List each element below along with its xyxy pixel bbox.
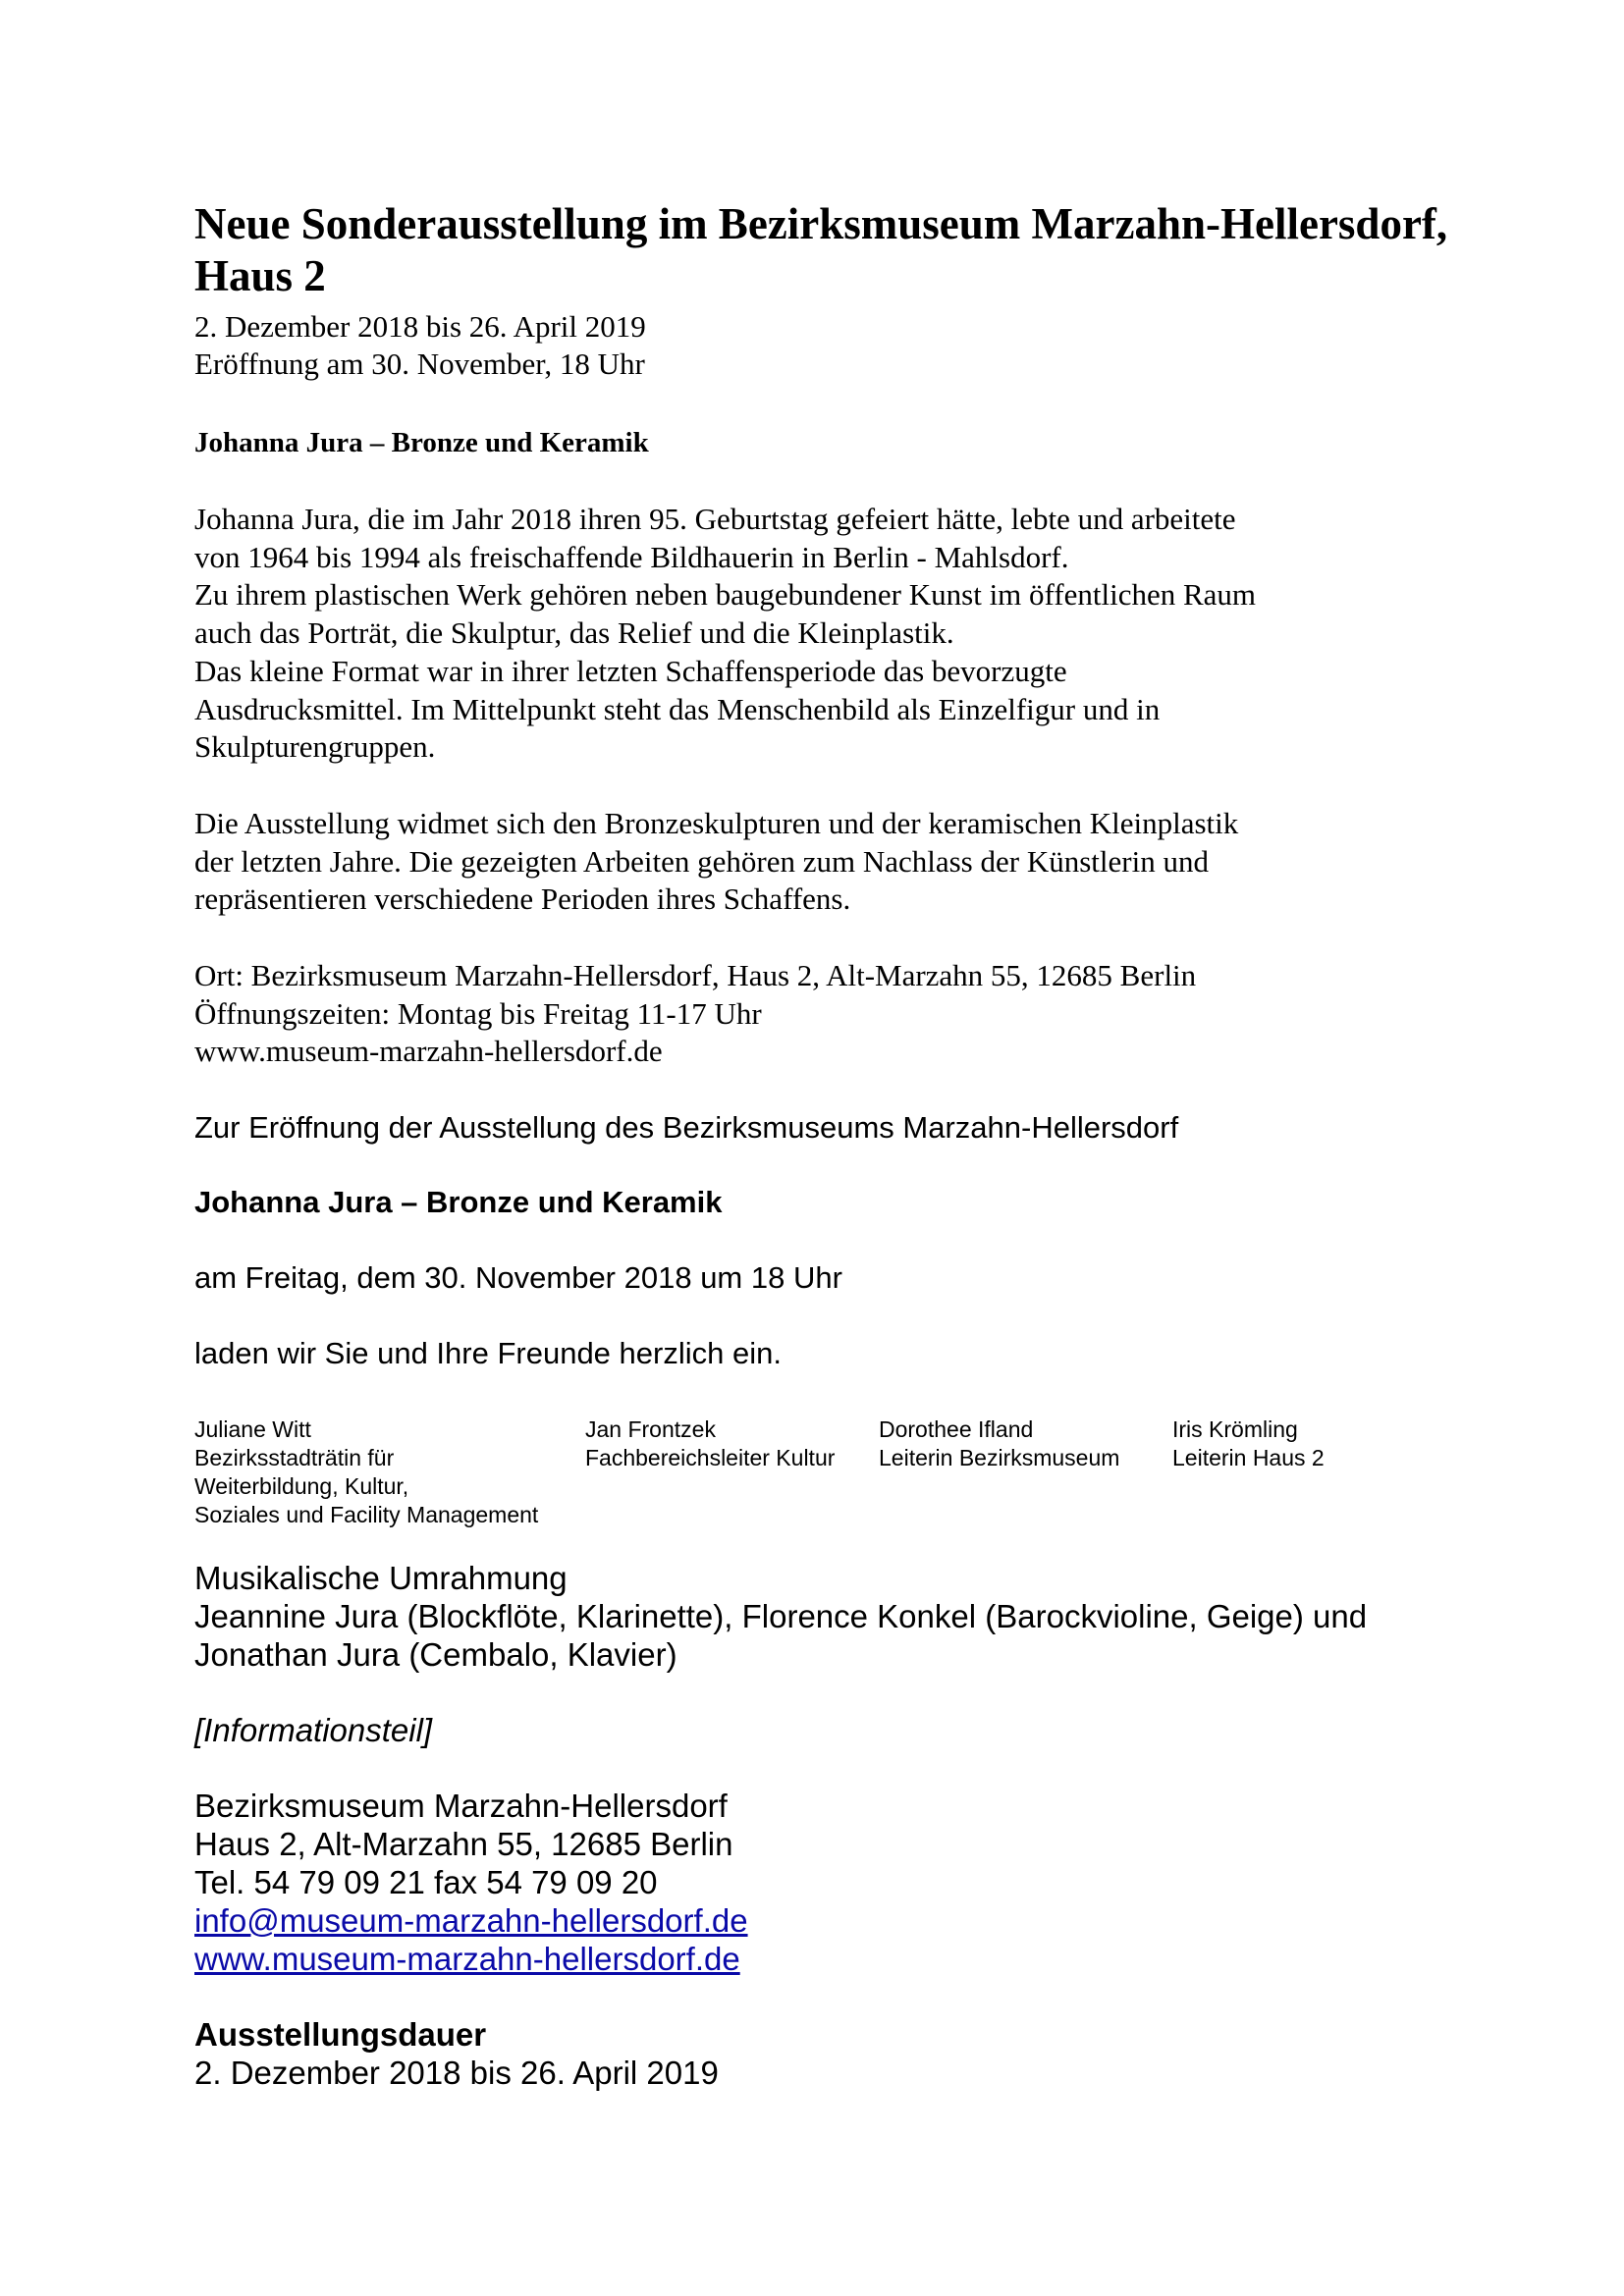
page-title: Neue Sonderausstellung im Bezirksmuseum Marzahn-Hellersdorf, Haus 2 (194, 199, 1448, 300)
signatory-role: Bezirksstadträtin für (194, 1445, 395, 1470)
signatory-witt (194, 1415, 538, 1529)
signatory-frontzek (585, 1415, 835, 1472)
signatory-name: Jan Frontzek (585, 1416, 716, 1442)
contact-block (194, 1787, 748, 1978)
invitation-closing: laden wir Sie und Ihre Freunde herzlich ein. (194, 1336, 782, 1370)
paragraph-line: auch das Porträt, die Skulptur, das Relief und die Kleinplastik. (194, 615, 954, 651)
duration-label: Ausstellungsdauer (194, 2016, 487, 2053)
music-heading: Musikalische Umrahmung (194, 1560, 568, 1596)
paragraph-line: Skulpturengruppen. (194, 729, 436, 765)
duration-value: 2. Dezember 2018 bis 26. April 2019 (194, 2055, 719, 2091)
music-section (194, 1559, 1367, 1674)
paragraph-line: der letzten Jahre. Die gezeigten Arbeiten gehören zum Nachlass der Künstlerin und (194, 843, 1209, 879)
paragraph-line: repräsentieren verschiedene Perioden ihres Schaffens. (194, 881, 851, 917)
exhibition-title: Johanna Jura – Bronze und Keramik (194, 427, 649, 458)
website-link[interactable]: www.museum-marzahn-hellersdorf.de (194, 1941, 740, 1977)
paragraph-exhibition (194, 805, 1471, 919)
exhibition-dates: 2. Dezember 2018 bis 26. April 2019 (194, 309, 646, 344)
signatory-role: Fachbereichsleiter Kultur (585, 1445, 836, 1470)
venue-hours: Öffnungszeiten: Montag bis Freitag 11-17 Uhr (194, 995, 762, 1031)
signatory-role: Weiterbildung, Kultur, (194, 1473, 409, 1499)
duration-block (194, 2015, 719, 2092)
invitation-date: am Freitag, dem 30. November 2018 um 18 Uhr (194, 1260, 842, 1295)
venue-info (194, 957, 1196, 1071)
invitation-title: Johanna Jura – Bronze und Keramik (194, 1185, 723, 1219)
contact-address: Haus 2, Alt-Marzahn 55, 12685 Berlin (194, 1826, 733, 1862)
signatory-ifland (879, 1415, 1119, 1472)
contact-name: Bezirksmuseum Marzahn-Hellersdorf (194, 1788, 728, 1824)
paragraph-line: Die Ausstellung widmet sich den Bronzeskulpturen und der keramischen Kleinplastik (194, 806, 1239, 840)
email-link[interactable]: info@museum-marzahn-hellersdorf.de (194, 1902, 748, 1939)
venue-location: Ort: Bezirksmuseum Marzahn-Hellersdorf, Haus 2, Alt-Marzahn 55, 12685 Berlin (194, 958, 1197, 992)
paragraph-line: Zu ihrem plastischen Werk gehören neben baugebundener Kunst im öffentlichen Raum (194, 577, 1257, 613)
paragraph-line: Ausdrucksmittel. Im Mittelpunkt steht das Menschenbild als Einzelfigur und in (194, 691, 1161, 726)
opening-time: Eröffnung am 30. November, 18 Uhr (194, 347, 645, 381)
signatory-name: Iris Krömling (1172, 1416, 1298, 1442)
music-performers: Jeannine Jura (Blockflöte, Klarinette), Florence Konkel (Barockvioline, Geige) und (194, 1598, 1368, 1634)
paragraph-line: Das kleine Format war in ihrer letzten Schaffensperiode das bevorzugte (194, 653, 1067, 688)
info-section-label: [Informationsteil] (194, 1712, 433, 1748)
venue-website: www.museum-marzahn-hellersdorf.de (194, 1034, 663, 1069)
signatory-kroemling (1172, 1415, 1325, 1472)
music-performers: Jonathan Jura (Cembalo, Klavier) (194, 1636, 677, 1673)
signatory-role: Soziales und Facility Management (194, 1502, 539, 1527)
invitation-intro: Zur Eröffnung der Ausstellung des Bezirksmuseums Marzahn-Hellersdorf (194, 1110, 1179, 1145)
paragraph-line: von 1964 bis 1994 als freischaffende Bildhauerin in Berlin - Mahlsdorf. (194, 539, 1069, 574)
paragraph-artist (194, 501, 1471, 767)
signatory-name: Dorothee Ifland (879, 1416, 1034, 1442)
signatory-role: Leiterin Haus 2 (1172, 1445, 1325, 1470)
exhibition-meta (194, 308, 646, 383)
signatory-name: Juliane Witt (194, 1416, 311, 1442)
paragraph-line: Johanna Jura, die im Jahr 2018 ihren 95. Geburtstag gefeiert hätte, lebte und arbeitete (194, 502, 1236, 536)
signatory-role: Leiterin Bezirksmuseum (879, 1445, 1120, 1470)
contact-phone: Tel. 54 79 09 21 fax 54 79 09 20 (194, 1864, 658, 1900)
